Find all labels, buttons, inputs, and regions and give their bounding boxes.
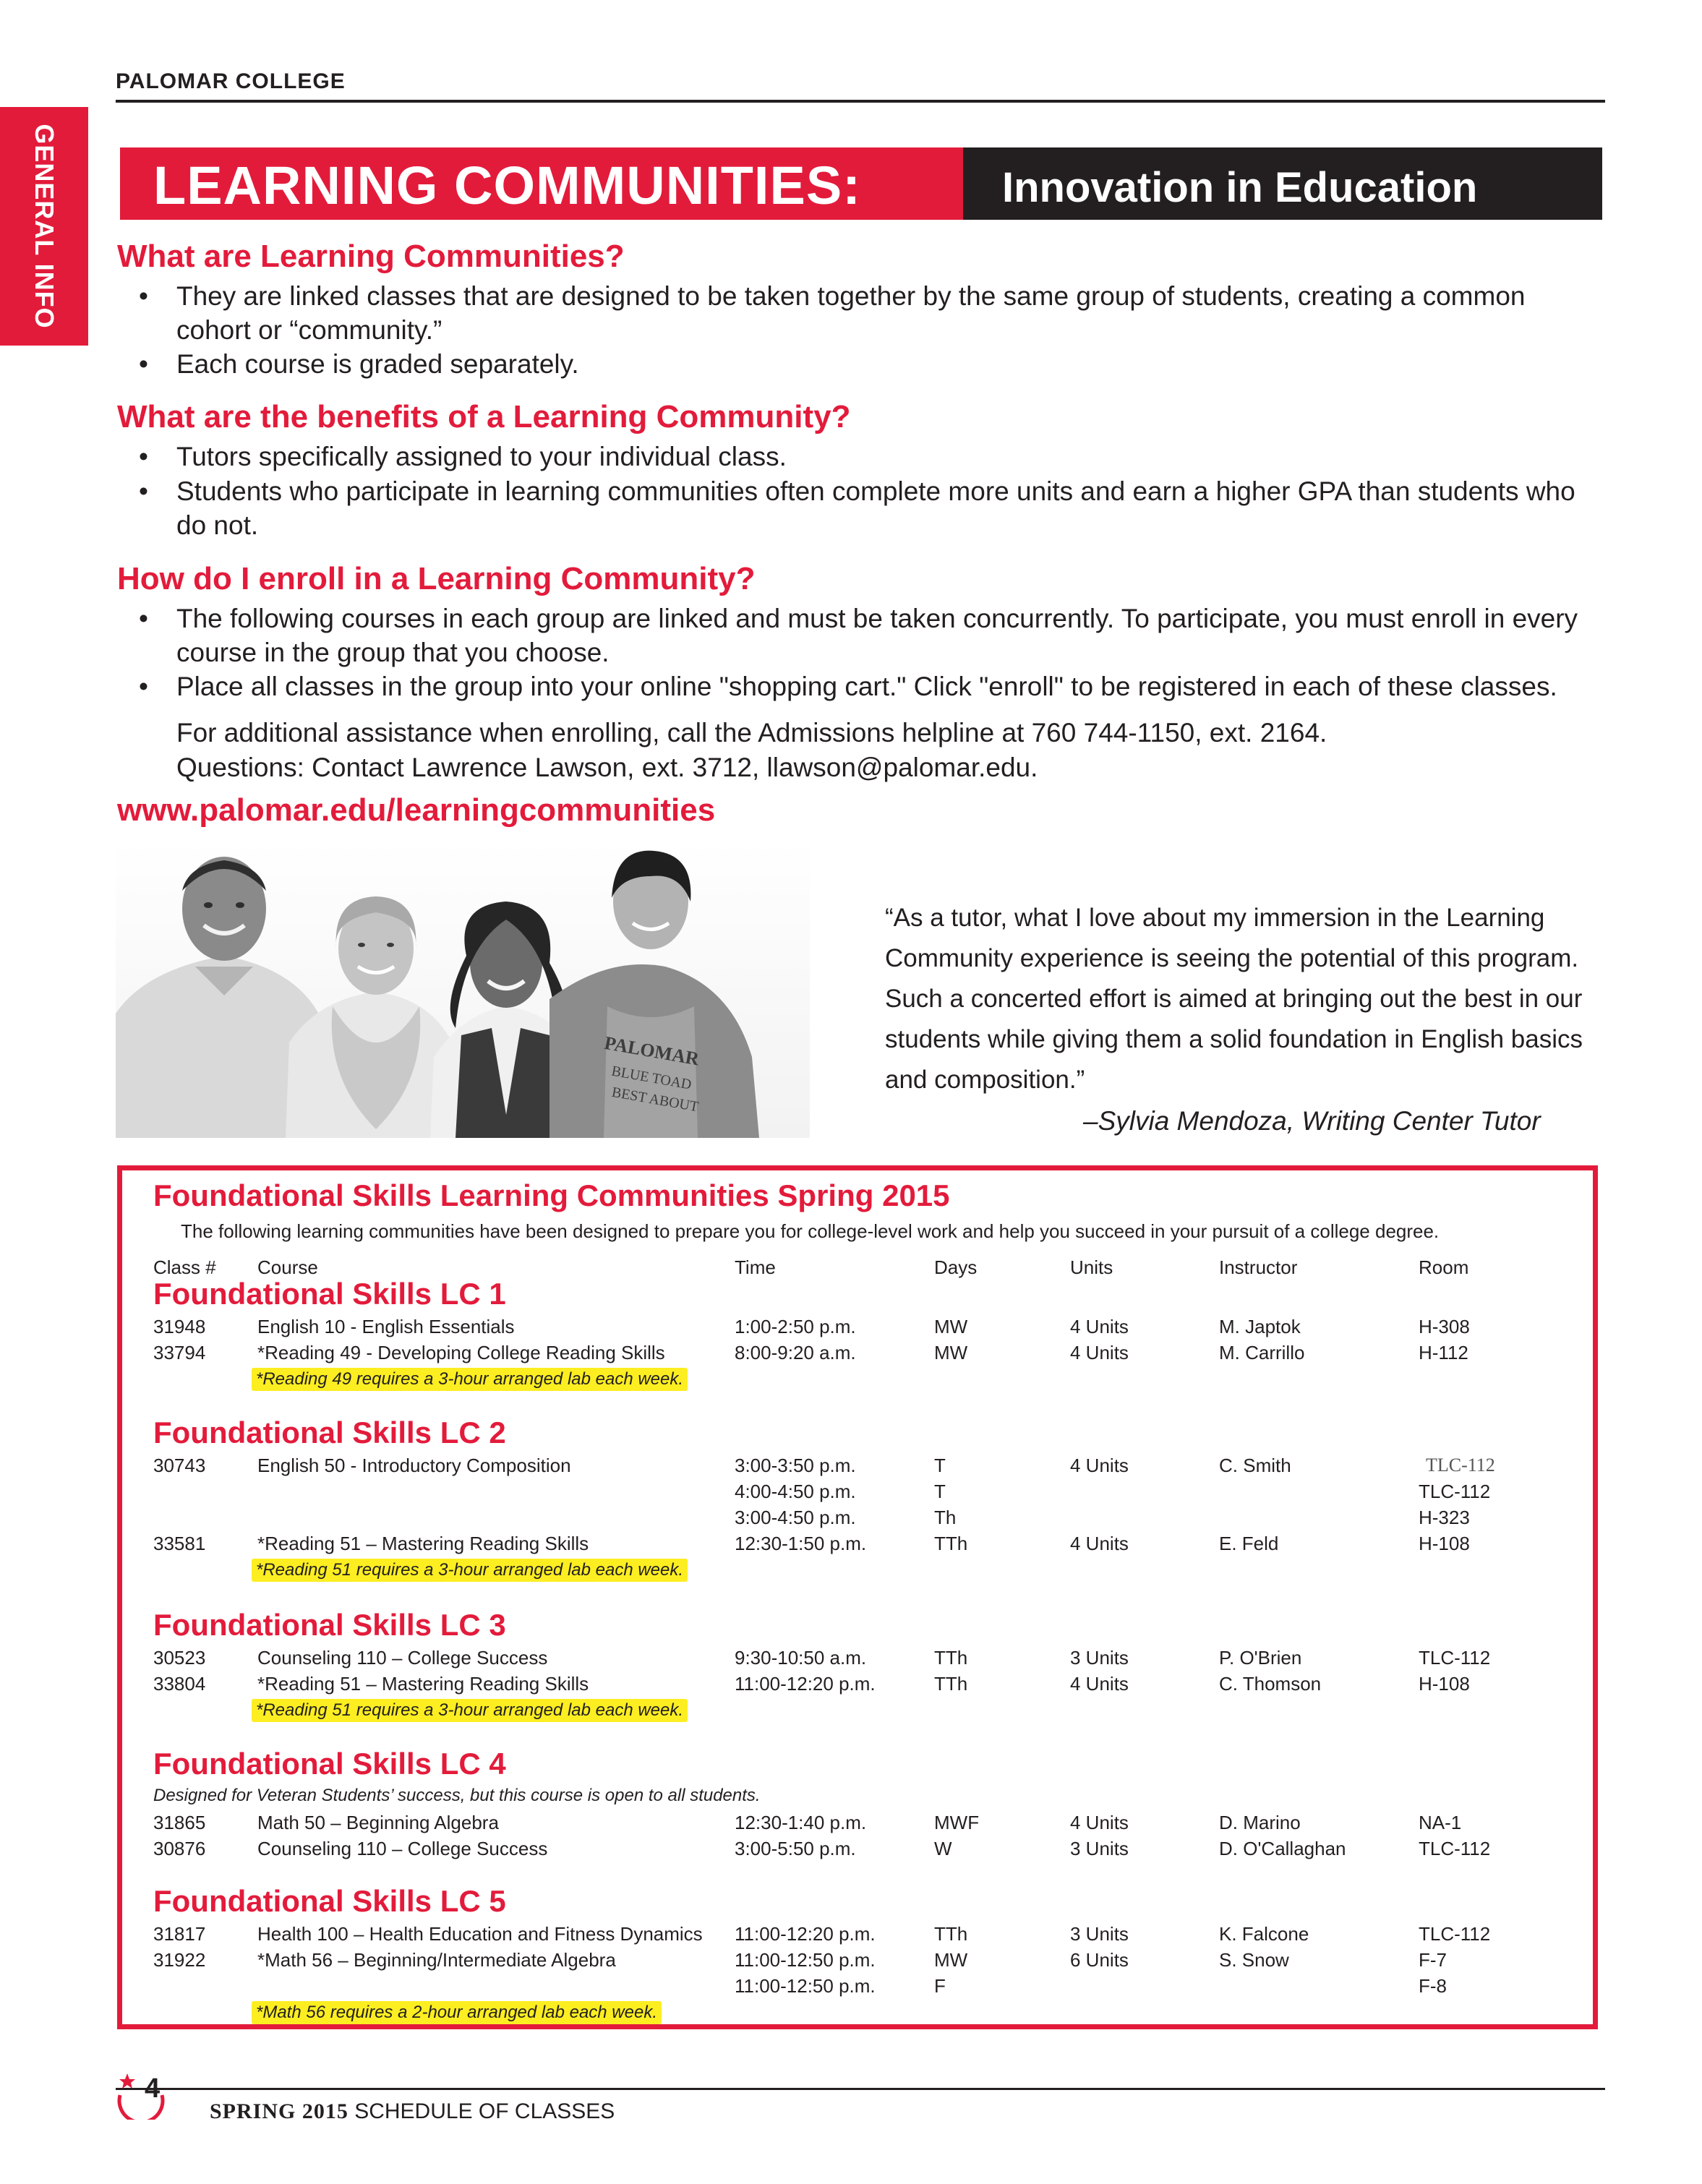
class-number: 31922 bbox=[153, 1949, 206, 1971]
class-days: F bbox=[934, 1975, 946, 1997]
lab-note: *Reading 51 requires a 3-hour arranged lab each week. bbox=[252, 1559, 688, 1582]
bullet-dot: • bbox=[139, 281, 148, 311]
bullet-dot: • bbox=[139, 604, 148, 633]
class-number: 31865 bbox=[153, 1812, 206, 1833]
quote-line: “As a tutor, what I love about my immersion in the Learning bbox=[885, 904, 1545, 932]
lab-note: *Math 56 requires a 2-hour arranged lab each week. bbox=[252, 2001, 662, 2024]
class-number: 30876 bbox=[153, 1838, 206, 1859]
bullet-item bbox=[139, 440, 787, 474]
quote-attribution: –Sylvia Mendoza, Writing Center Tutor bbox=[1083, 1106, 1541, 1136]
bullet-text: do not. bbox=[176, 510, 259, 540]
instructor: P. O'Brien bbox=[1219, 1647, 1302, 1669]
class-days: TTh bbox=[934, 1673, 968, 1695]
section-heading: How do I enroll in a Learning Community? bbox=[117, 561, 756, 596]
course-name: Health 100 – Health Education and Fitness Dynamics bbox=[257, 1923, 703, 1945]
group-title: Foundational Skills LC 4 bbox=[153, 1747, 506, 1781]
quote-line: and composition.” bbox=[885, 1066, 1085, 1094]
class-days: MW bbox=[934, 1949, 968, 1971]
page-number: 4 bbox=[145, 2073, 161, 2104]
class-days: TTh bbox=[934, 1647, 968, 1669]
class-units: 4 Units bbox=[1070, 1455, 1129, 1476]
class-time: 3:00-4:50 p.m. bbox=[735, 1507, 856, 1528]
header-rule bbox=[116, 100, 1605, 103]
class-units: 6 Units bbox=[1070, 1949, 1129, 1971]
room: H-108 bbox=[1419, 1533, 1470, 1554]
instructor: D. Marino bbox=[1219, 1812, 1301, 1833]
class-units: 4 Units bbox=[1070, 1673, 1129, 1695]
class-time: 8:00-9:20 a.m. bbox=[735, 1342, 856, 1363]
bullet-text: course in the group that you choose. bbox=[176, 638, 610, 667]
course-name: English 10 - English Essentials bbox=[257, 1316, 515, 1337]
banner-subtitle: Innovation in Education bbox=[1002, 164, 1478, 211]
class-time: 11:00-12:50 p.m. bbox=[735, 1975, 876, 1997]
college-name: PALOMAR COLLEGE bbox=[116, 69, 346, 93]
quote-line: students while giving them a solid foundation in English basics bbox=[885, 1025, 1583, 1053]
schedule-title: Foundational Skills Learning Communities Spring 2015 bbox=[153, 1178, 950, 1212]
group-subnote: Designed for Veteran Students’ success, but this course is open to all students. bbox=[153, 1786, 761, 1805]
class-time: 12:30-1:40 p.m. bbox=[735, 1812, 867, 1833]
bullet-text: They are linked classes that are designed to be taken together by the same group of students, creating a common bbox=[176, 281, 1526, 311]
group-title: Foundational Skills LC 1 bbox=[153, 1277, 506, 1311]
class-days: Th bbox=[934, 1507, 957, 1528]
column-header-course: Course bbox=[257, 1256, 318, 1278]
room: TLC-112 bbox=[1419, 1647, 1491, 1669]
lab-note: *Reading 51 requires a 3-hour arranged lab each week. bbox=[252, 1699, 688, 1722]
course-name: English 50 - Introductory Composition bbox=[257, 1455, 571, 1476]
section-heading: What are the benefits of a Learning Community? bbox=[117, 399, 851, 434]
banner-title: LEARNING COMMUNITIES: bbox=[153, 155, 861, 215]
bullet-item bbox=[139, 347, 579, 381]
class-days: MWF bbox=[934, 1812, 980, 1833]
bullet-dot: • bbox=[139, 672, 148, 701]
bullet-text: Students who participate in learning communities often complete more units and earn a higher GPA than students who bbox=[176, 476, 1575, 506]
class-units: 4 Units bbox=[1070, 1812, 1129, 1833]
footer-rule bbox=[116, 2088, 1605, 2090]
bullet-text: Each course is graded separately. bbox=[176, 349, 579, 379]
quote-line: Community experience is seeing the potential of this program. bbox=[885, 944, 1579, 972]
class-days: MW bbox=[934, 1316, 968, 1337]
section-heading: What are Learning Communities? bbox=[117, 239, 625, 274]
course-name: Counseling 110 – College Success bbox=[257, 1647, 548, 1669]
class-days: W bbox=[934, 1838, 952, 1859]
side-tab bbox=[0, 107, 88, 346]
class-units: 4 Units bbox=[1070, 1316, 1129, 1337]
svg-text:PALOMAR: PALOMAR bbox=[602, 1032, 701, 1070]
column-header-days: Days bbox=[934, 1256, 978, 1278]
class-days: TTh bbox=[934, 1533, 968, 1554]
bullet-text: The following courses in each group are linked and must be taken concurrently. To participate, you must enroll in every bbox=[176, 604, 1578, 633]
room: NA-1 bbox=[1419, 1812, 1462, 1833]
class-days: TTh bbox=[934, 1923, 968, 1945]
instructor: M. Japtok bbox=[1219, 1316, 1301, 1337]
class-number: 33804 bbox=[153, 1673, 206, 1695]
course-name: *Math 56 – Beginning/Intermediate Algebra bbox=[257, 1949, 616, 1971]
room: TLC-112 bbox=[1419, 1481, 1491, 1502]
room: F-7 bbox=[1419, 1949, 1447, 1971]
course-name: *Reading 51 – Mastering Reading Skills bbox=[257, 1533, 589, 1554]
class-time: 3:00-5:50 p.m. bbox=[735, 1838, 856, 1859]
quote-line: Such a concerted effort is aimed at bringing out the best in our bbox=[885, 985, 1583, 1013]
instructor: E. Feld bbox=[1219, 1533, 1279, 1554]
class-time: 4:00-4:50 p.m. bbox=[735, 1481, 856, 1502]
instructor: K. Falcone bbox=[1219, 1923, 1309, 1945]
class-number: 31817 bbox=[153, 1923, 206, 1945]
course-name: Math 50 – Beginning Algebra bbox=[257, 1812, 499, 1833]
class-days: MW bbox=[934, 1342, 968, 1363]
banner-subtitle-block bbox=[963, 147, 1602, 220]
class-time: 11:00-12:20 p.m. bbox=[735, 1673, 876, 1695]
class-units: 4 Units bbox=[1070, 1342, 1129, 1363]
column-header-class: Class # bbox=[153, 1256, 216, 1278]
tutor-quote bbox=[885, 898, 1583, 1100]
bullet-dot: • bbox=[139, 442, 148, 471]
questions-text: Questions: Contact Lawrence Lawson, ext. 3712, llawson@palomar.edu. bbox=[176, 753, 1038, 782]
lab-note: *Reading 49 requires a 3-hour arranged lab each week. bbox=[252, 1368, 688, 1391]
class-units: 3 Units bbox=[1070, 1923, 1129, 1945]
footer-subtitle: SCHEDULE OF CLASSES bbox=[354, 2099, 615, 2123]
room: H-308 bbox=[1419, 1316, 1470, 1337]
bullet-dot: • bbox=[139, 349, 148, 379]
class-number: 30743 bbox=[153, 1455, 206, 1476]
bullet-dot: • bbox=[139, 476, 148, 506]
class-time: 11:00-12:50 p.m. bbox=[735, 1949, 876, 1971]
class-number: 33581 bbox=[153, 1533, 206, 1554]
class-days: T bbox=[934, 1481, 946, 1502]
course-name: *Reading 51 – Mastering Reading Skills bbox=[257, 1673, 589, 1695]
students-photo bbox=[116, 840, 810, 1138]
instructor: C. Thomson bbox=[1219, 1673, 1322, 1695]
room: H-108 bbox=[1419, 1673, 1470, 1695]
class-units: 3 Units bbox=[1070, 1647, 1129, 1669]
course-name: *Reading 49 - Developing College Reading Skills bbox=[257, 1342, 665, 1363]
column-header-units: Units bbox=[1070, 1256, 1113, 1278]
class-days: T bbox=[934, 1455, 946, 1476]
room: TLC-112 bbox=[1426, 1455, 1495, 1476]
class-time: 9:30-10:50 a.m. bbox=[735, 1647, 867, 1669]
schedule-intro: The following learning communities have been designed to prepare you for college-level work and help you succeed in your pursuit of a college degree. bbox=[181, 1220, 1440, 1242]
instructor: M. Carrillo bbox=[1219, 1342, 1305, 1363]
room: H-112 bbox=[1419, 1342, 1468, 1363]
column-header-time: Time bbox=[735, 1256, 776, 1278]
column-header-room: Room bbox=[1419, 1256, 1469, 1278]
footer-season: SPRING 2015 bbox=[210, 2099, 348, 2123]
group-title: Foundational Skills LC 2 bbox=[153, 1416, 506, 1449]
bullet-text: Tutors specifically assigned to your individual class. bbox=[176, 442, 787, 471]
room: TLC-112 bbox=[1419, 1838, 1491, 1859]
bullet-text: cohort or “community.” bbox=[176, 315, 442, 345]
column-header-instructor: Instructor bbox=[1219, 1256, 1298, 1278]
class-time: 11:00-12:20 p.m. bbox=[735, 1923, 876, 1945]
room: H-323 bbox=[1419, 1507, 1470, 1528]
banner-title-block bbox=[120, 147, 963, 220]
assistance-text: For additional assistance when enrolling, call the Admissions helpline at 760 744-1150, ext. 2164. bbox=[176, 718, 1327, 748]
bullet-text: Place all classes in the group into your online "shopping cart." Click "enroll" to be registered in each of these classes. bbox=[176, 672, 1557, 701]
class-time: 1:00-2:50 p.m. bbox=[735, 1316, 856, 1337]
class-number: 33794 bbox=[153, 1342, 206, 1363]
instructor: S. Snow bbox=[1219, 1949, 1289, 1971]
class-time: 12:30-1:50 p.m. bbox=[735, 1533, 867, 1554]
side-tab-label: GENERAL INFO bbox=[30, 124, 59, 329]
class-number: 31948 bbox=[153, 1316, 206, 1337]
course-name: Counseling 110 – College Success bbox=[257, 1838, 548, 1859]
group-title: Foundational Skills LC 3 bbox=[153, 1608, 506, 1642]
room: TLC-112 bbox=[1419, 1923, 1491, 1945]
svg-text:BLUE TOAD: BLUE TOAD bbox=[610, 1063, 693, 1093]
room: F-8 bbox=[1419, 1975, 1447, 1997]
website-link[interactable]: www.palomar.edu/learningcommunities bbox=[117, 792, 716, 828]
class-units: 4 Units bbox=[1070, 1533, 1129, 1554]
group-title: Foundational Skills LC 5 bbox=[153, 1884, 506, 1918]
bullet-item bbox=[139, 474, 1575, 542]
class-units: 3 Units bbox=[1070, 1838, 1129, 1859]
bullet-item bbox=[139, 601, 1578, 669]
bullet-item bbox=[139, 279, 1526, 347]
class-number: 30523 bbox=[153, 1647, 206, 1669]
footer-label bbox=[210, 2099, 615, 2124]
class-time: 3:00-3:50 p.m. bbox=[735, 1455, 856, 1476]
instructor: C. Smith bbox=[1219, 1455, 1291, 1476]
svg-text:BEST ABOUT: BEST ABOUT bbox=[610, 1084, 700, 1115]
instructor: D. O'Callaghan bbox=[1219, 1838, 1346, 1859]
bullet-item bbox=[139, 669, 1557, 703]
